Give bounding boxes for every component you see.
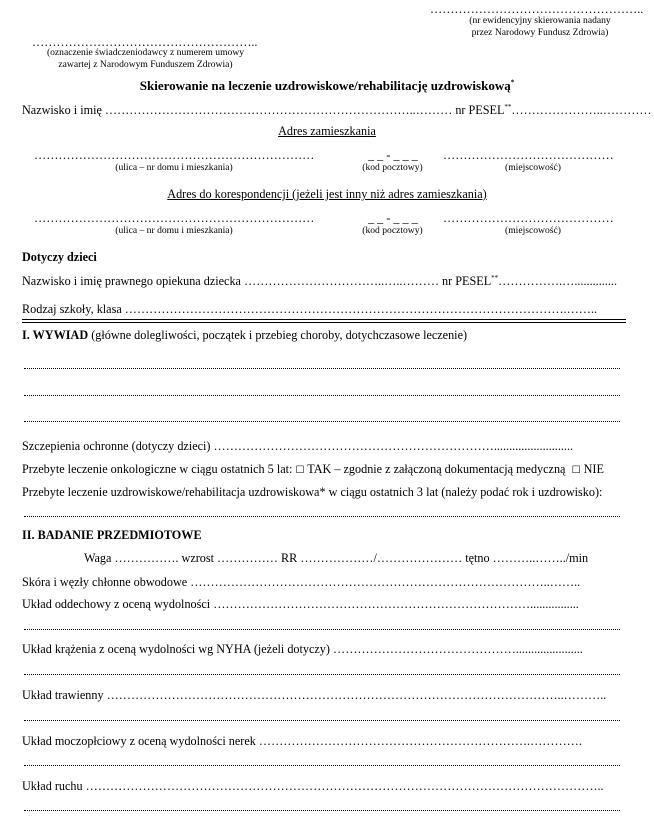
- spa-history-line[interactable]: [24, 516, 620, 517]
- oncology-row: [22, 462, 604, 477]
- children-heading: Dotyczy dzieci: [22, 250, 97, 264]
- corr-city-dots[interactable]: ……………………………………: [443, 211, 614, 225]
- circulatory-row[interactable]: Układ krążenia z oceną wydolności wg NYHA (jeżeli dotyczy) ………………………………………......................: [22, 642, 583, 656]
- oncology-yes-checkbox[interactable]: ☐: [295, 465, 305, 476]
- corr-street-caption: (ulica – nr domu i mieszkania): [115, 225, 233, 236]
- vaccinations-row[interactable]: Szczepienia ochronne (dotyczy dzieci) ……………………………………………………………..........................: [22, 439, 574, 453]
- address-postal-dots[interactable]: _ _ - _ _ _: [368, 148, 418, 162]
- nfz-number-dots[interactable]: ……………………………………………..: [430, 2, 644, 16]
- address-city-caption: (miejscowość): [505, 162, 561, 173]
- motor-line[interactable]: [24, 810, 620, 811]
- provider-caption-line-1: (oznaczenie świadczeniodawcy z numerem umowy: [46, 47, 245, 58]
- skin-row[interactable]: Skóra i węzły chłonne obwodowe ……………………………………………………………………………..……..: [22, 575, 581, 589]
- digestive-line[interactable]: [24, 720, 620, 721]
- provider-dots[interactable]: ………………………………………………..: [32, 35, 258, 49]
- pesel-mark: **: [504, 103, 512, 111]
- address-street-caption: (ulica – nr domu i mieszkania): [115, 162, 233, 173]
- spa-history-label: Przebyte leczenie uzdrowiskowe/rehabilitacja uzdrowiskowa* w ciągu ostatnich 3 lat (należy podać rok i uzdrowisko):: [22, 485, 603, 499]
- urinary-line[interactable]: [24, 765, 620, 766]
- respiratory-row[interactable]: Układ oddechowy z oceną wydolności ……………………………………………………………………................: [22, 597, 579, 611]
- section-divider-top: [22, 319, 626, 320]
- guardian-pesel-mark: **: [491, 274, 499, 282]
- history-line-3[interactable]: [24, 421, 620, 422]
- corr-city-caption: (miejscowość): [505, 225, 561, 236]
- urinary-row[interactable]: Układ moczopłciowy z oceną wydolności nerek ………………………………………………………….………….: [22, 734, 582, 748]
- section1-title: I. WYWIAD: [22, 328, 89, 342]
- corr-postal-caption: (kod pocztowy): [362, 225, 423, 236]
- oncology-yes-label: TAK – zgodnie z załączoną dokumentacją medyczną: [307, 462, 566, 476]
- corr-postal-dots[interactable]: _ _ - _ _ _: [368, 211, 418, 225]
- history-line-1[interactable]: [24, 368, 620, 369]
- address-street-dots[interactable]: ……………………………………………………………: [34, 148, 315, 162]
- vitals-row[interactable]: Waga ……………. wzrost …………… RR ………………/………………… tętno ………..……../min: [84, 551, 589, 565]
- oncology-label: Przebyte leczenie onkologiczne w ciągu ostatnich 5 lat:: [22, 462, 293, 476]
- nfz-number-caption: [430, 15, 650, 39]
- respiratory-line[interactable]: [24, 629, 620, 630]
- motor-row[interactable]: Układ ruchu ………………………………………………………………………………………………………………..: [22, 779, 604, 793]
- patient-name-label: Nazwisko i imię …………………………………………………………………..……… nr PESEL: [22, 103, 505, 118]
- corr-street-dots[interactable]: ……………………………………………………………: [34, 211, 315, 225]
- digestive-row[interactable]: Układ trawienny …………………………………………………………………………………………………..………..: [22, 688, 607, 702]
- section-divider-bottom: [22, 322, 626, 323]
- correspondence-heading: Adres do korespondencji (jeżeli jest inny niż adres zamieszkania): [167, 187, 487, 201]
- oncology-no-label: NIE: [583, 462, 604, 476]
- oncology-no-checkbox[interactable]: ☐: [571, 465, 581, 476]
- form-title: [0, 78, 654, 94]
- section2-heading: II. BADANIE PRZEDMIOTOWE: [22, 528, 202, 542]
- guardian-label: Nazwisko i imię prawnego opiekuna dziecka ……………………………..…..……… nr PESEL: [22, 274, 492, 289]
- patient-name-row[interactable]: [22, 103, 652, 118]
- guardian-pesel-dots[interactable]: …………….…..............: [498, 274, 617, 289]
- provider-caption-line-2: zawartej z Narodowym Funduszem Zdrowia): [58, 59, 233, 70]
- history-line-2[interactable]: [24, 395, 620, 396]
- form-title-text: Skierowanie na leczenie uzdrowiskowe/rehabilitację uzdrowiskową: [139, 78, 511, 93]
- circulatory-line[interactable]: [24, 674, 620, 675]
- address-heading: Adres zamieszkania: [278, 124, 376, 138]
- form-title-mark: *: [510, 78, 515, 87]
- section1-note: (główne dolegliwości, początek i przebieg choroby, dotychczasowe leczenie): [88, 328, 468, 342]
- address-postal-caption: (kod pocztowy): [362, 162, 423, 173]
- nfz-caption-line-2: przez Narodowy Fundusz Zdrowia): [471, 27, 609, 38]
- guardian-row[interactable]: [22, 274, 617, 289]
- provider-caption: [18, 47, 273, 71]
- address-city-dots[interactable]: ……………………………………: [443, 148, 614, 162]
- pesel-dots[interactable]: …………………..…………: [511, 103, 652, 118]
- nfz-caption-line-1: (nr ewidencyjny skierowania nadany: [469, 15, 611, 26]
- school-row[interactable]: Rodzaj szkoły, klasa ……………………………………………………………………………………………….……..: [22, 302, 598, 316]
- section1-heading: [22, 328, 467, 343]
